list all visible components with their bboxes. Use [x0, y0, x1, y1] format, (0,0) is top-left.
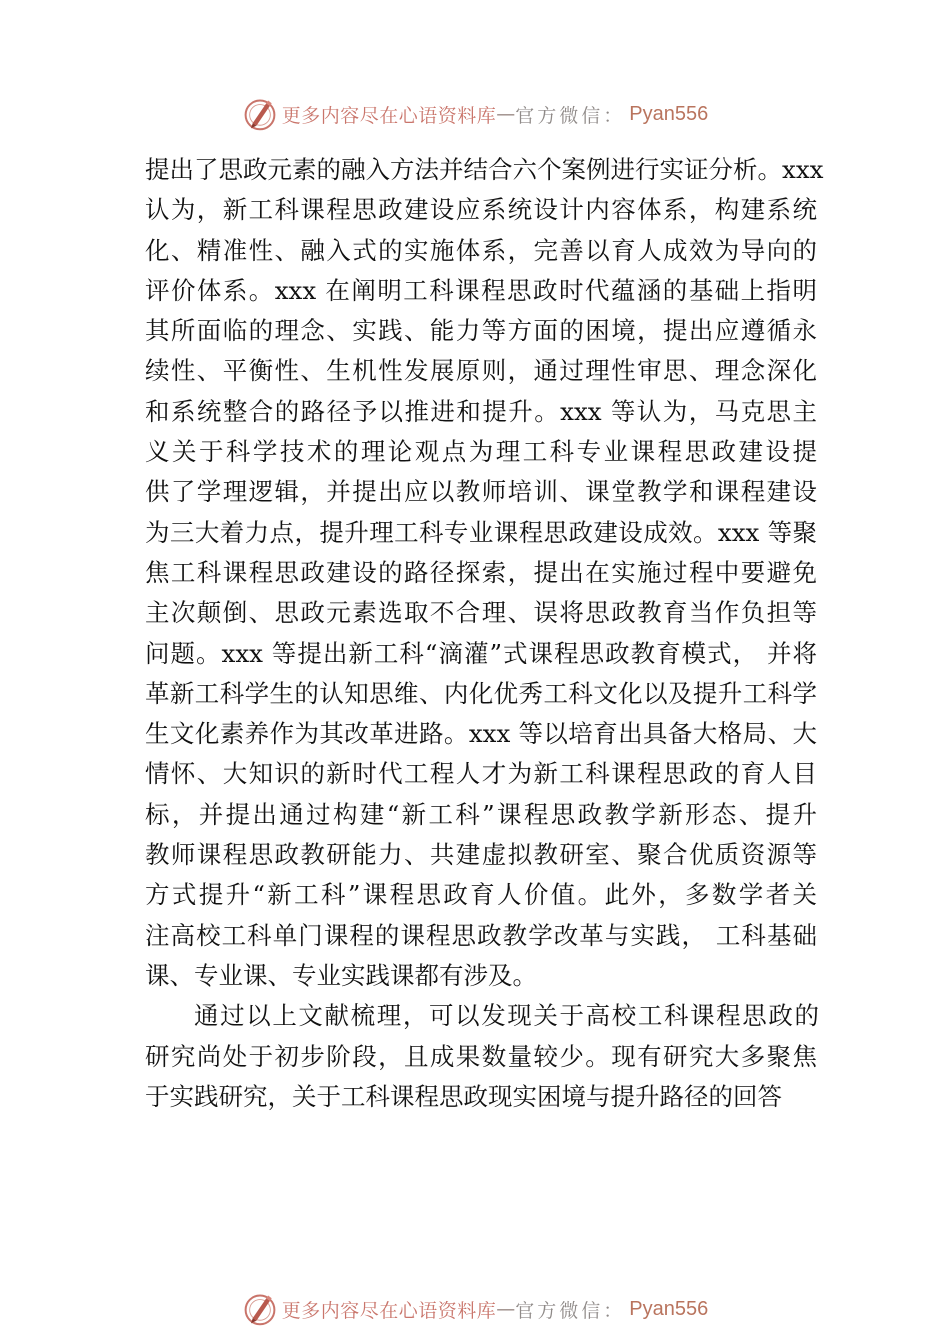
text-line: 提出了思政元素的融入方法并结合六个案例进行实证分析。xxx: [145, 155, 824, 184]
paragraph: [145, 150, 824, 996]
text-line: 焦工科课程思政建设的路径探索，提出在实施过程中要避免: [145, 557, 817, 587]
text-line: 其所面临的理念、实践、能力等方面的困境，提出应遵循永: [145, 316, 817, 346]
watermark-label: 官方微信：: [515, 1299, 626, 1322]
text-line: 主次颠倒、思政元素选取不合理、误将思政教育当作负担等: [145, 598, 817, 628]
watermark-header: [0, 94, 950, 134]
text-line: 情怀、大知识的新时代工程人才为新工科课程思政的育人目: [145, 759, 817, 789]
text-line: 评价体系。xxx 在阐明工科课程思政时代蕴涵的基础上指明: [145, 275, 817, 305]
text-line: 问题。xxx 等提出新工科“滴灌”式课程思政教育模式， 并将: [145, 638, 817, 668]
watermark-separator: —: [496, 103, 516, 125]
text-line: 通过以上文献梳理，可以发现关于高校工科课程思政的: [194, 1001, 819, 1031]
text-line: 革新工科学生的认知思维、内化优秀工科文化以及提升工科学: [145, 678, 817, 708]
text-line: 和系统整合的路径予以推进和提升。xxx 等认为，马克思主: [145, 396, 817, 426]
document-body: [145, 150, 824, 1117]
text-line: 教师课程思政教研能力、共建虚拟教研室、聚合优质资源等: [145, 840, 817, 870]
text-line: 课、专业课、专业实践课都有涉及。: [145, 960, 537, 990]
text-line: 供了学理逻辑，并提出应以教师培训、课堂教学和课程建设: [145, 477, 817, 507]
watermark-wechat-id: Pyan556: [629, 102, 709, 125]
watermark-main-text: 更多内容尽在心语资料库: [281, 1299, 497, 1322]
watermark-wechat-id: Pyan556: [629, 1297, 709, 1320]
paragraph: [145, 996, 817, 1117]
text-line: 方式提升“新工科”课程思政育人价值。此外，多数学者关: [145, 880, 817, 910]
pen-logo-icon: [242, 1291, 278, 1327]
watermark-main-text: 更多内容尽在心语资料库: [281, 104, 497, 127]
watermark-separator: —: [496, 1298, 516, 1320]
text-line: 生文化素养作为其改革进路。xxx 等以培育出具备大格局、大: [145, 719, 817, 749]
watermark-label: 官方微信：: [515, 104, 626, 127]
text-line: 认为，新工科课程思政建设应系统设计内容体系，构建系统: [145, 195, 817, 225]
text-line: 为三大着力点，提升理工科专业课程思政建设成效。xxx 等聚: [145, 517, 817, 547]
text-line: 于实践研究，关于工科课程思政现实困境与提升路径的回答: [145, 1081, 782, 1111]
text-line: 注高校工科单门课程的课程思政教学改革与实践， 工科基础: [145, 920, 817, 950]
text-line: 义关于科学技术的理论观点为理工科专业课程思政建设提: [145, 437, 817, 467]
text-line: 标，并提出通过构建“新工科”课程思政教学新形态、提升: [145, 799, 817, 829]
text-line: 研究尚处于初步阶段，且成果数量较少。现有研究大多聚焦: [145, 1041, 817, 1071]
pen-logo-icon: [242, 96, 278, 132]
text-line: 续性、平衡性、生机性发展原则，通过理性审思、理念深化: [145, 356, 817, 386]
watermark-footer: [0, 1289, 950, 1329]
text-line: 化、精准性、融入式的实施体系，完善以育人成效为导向的: [145, 235, 817, 265]
